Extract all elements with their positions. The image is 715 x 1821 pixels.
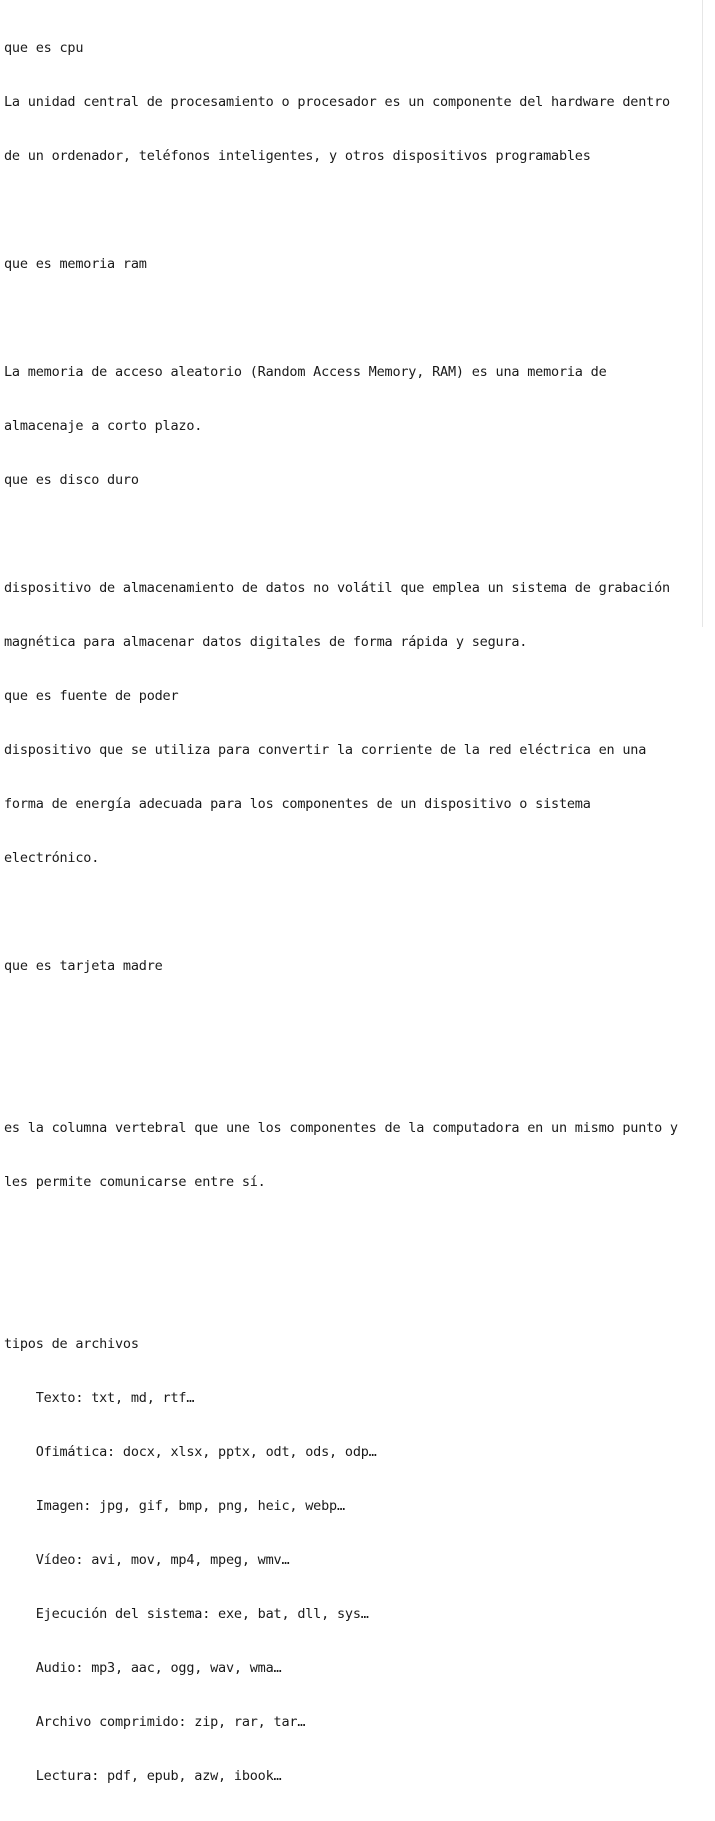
text-line: dispositivo que se utiliza para convertir la corriente de la red eléctrica en una [4, 742, 647, 758]
text-line: que es disco duro [4, 472, 139, 488]
text-line [4, 201, 703, 219]
text-line: Vídeo: avi, mov, mp4, mpeg, wmv… [4, 1552, 290, 1568]
text-line [4, 1011, 703, 1029]
text-line: almacenaje a corto plazo. [4, 418, 203, 434]
vertical-scrollbar[interactable] [702, 0, 715, 627]
text-line [4, 525, 703, 543]
text-line [4, 903, 703, 921]
text-line [4, 1227, 703, 1245]
text-line [4, 1281, 703, 1299]
text-line: dispositivo de almacenamiento de datos no volátil que emplea un sistema de grabación [4, 580, 670, 596]
text-line [4, 1065, 703, 1083]
text-line: que es tarjeta madre [4, 958, 163, 974]
text-line: es la columna vertebral que une los componentes de la computadora en un mismo punto y [4, 1120, 678, 1136]
text-line: forma de energía adecuada para los componentes de un dispositivo o sistema [4, 796, 591, 812]
text-line: tipos de archivos [4, 1336, 139, 1352]
text-line: Lectura: pdf, epub, azw, ibook… [4, 1768, 282, 1784]
text-line: Ejecución del sistema: exe, bat, dll, sys… [4, 1606, 369, 1622]
text-line: Imagen: jpg, gif, bmp, png, heic, webp… [4, 1498, 345, 1514]
text-line: les permite comunicarse entre sí. [4, 1174, 266, 1190]
text-line: que es cpu [4, 40, 84, 56]
text-line: que es fuente de poder [4, 688, 179, 704]
text-line: magnética para almacenar datos digitales de forma rápida y segura. [4, 634, 528, 650]
text-line: de un ordenador, teléfonos inteligentes, y otros dispositivos programables [4, 148, 591, 164]
text-line: electrónico. [4, 850, 100, 866]
text-line: que es memoria ram [4, 256, 147, 272]
text-line: Archivo comprimido: zip, rar, tar… [4, 1714, 306, 1730]
text-line: Ofimática: docx, xlsx, pptx, odt, ods, odp… [4, 1444, 377, 1460]
text-line: La memoria de acceso aleatorio (Random Access Memory, RAM) es una memoria de [4, 364, 607, 380]
text-line: Texto: txt, md, rtf… [4, 1390, 195, 1406]
text-line [4, 309, 703, 327]
text-line: La unidad central de procesamiento o procesador es un componente del hardware dentro [4, 94, 670, 110]
text-line: Audio: mp3, aac, ogg, wav, wma… [4, 1660, 282, 1676]
